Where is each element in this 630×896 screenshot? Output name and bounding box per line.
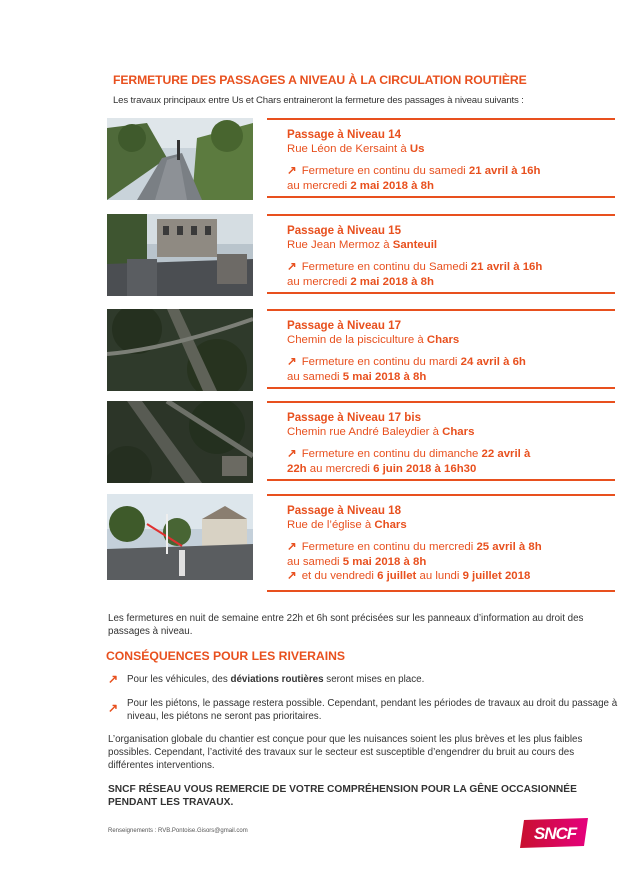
crossing-row-15 (107, 214, 615, 296)
page-title: FERMETURE DES PASSAGES A NIVEAU À LA CIRCULATION ROUTIÈRE (113, 73, 527, 87)
arrow-icon: ↗ (287, 165, 297, 177)
night-closure-note: Les fermetures en nuit de semaine entre 22h et 6h sont précisées sur les panneaux d’information au droit des passages à niveau. (108, 613, 584, 637)
crossing-title: Passage à Niveau 17 bis (287, 411, 422, 424)
crossing-card (267, 309, 615, 389)
closure-period: ↗ Fermeture en continu du Samedi 21 avril à 16h au mercredi 2 mai 2018 à 8h (287, 261, 543, 288)
closure-period: ↗ Fermeture en continu du mardi 24 avril à 6h au samedi 5 mai 2018 à 8h (287, 356, 526, 383)
crossing-street: Chemin rue André Baleydier à Chars (287, 426, 475, 438)
pedestrians-bullet: ↗ Pour les piétons, le passage restera possible. Cependant, pendant les périodes de travaux au droit du passage à niveau, les piétons ne seront pas prioritaires. (108, 698, 618, 722)
crossing-title: Passage à Niveau 17 (287, 319, 402, 332)
arrow-icon: ↗ (287, 356, 297, 368)
crossing-card (267, 494, 615, 592)
arrow-icon: ↗ (287, 448, 297, 460)
crossing-photo (107, 401, 253, 483)
consequences-title: CONSÉQUENCES POUR LES RIVERAINS (106, 649, 346, 663)
crossing-card (267, 214, 615, 294)
crossing-street: Chemin de la pisciculture à Chars (287, 334, 460, 346)
crossing-card (267, 118, 615, 198)
crossing-row-17 (107, 309, 615, 391)
closure-period: ↗ Fermeture en continu du samedi 21 avril à 16h au mercredi 2 mai 2018 à 8h (287, 165, 541, 192)
vehicles-bullet: ↗ Pour les véhicules, des déviations routières seront mises en place. (108, 672, 425, 686)
closure-period: ↗ Fermeture en continu du dimanche 22 avril à 22h au mercredi 6 juin 2018 à 16h30 (287, 448, 531, 475)
crossing-photo (107, 118, 253, 200)
svg-text:SNCF: SNCF (533, 824, 577, 843)
crossing-street: Rue Léon de Kersaint à Us (287, 143, 425, 155)
contact-info: Renseignements : RVB.Pontoise.Gisors@gmail.com (108, 828, 248, 834)
crossing-photo (107, 214, 253, 296)
arrow-icon: ↗ (287, 541, 297, 553)
closure-period: ↗ Fermeture en continu du mercredi 25 avril à 8h au samedi 5 mai 2018 à 8h ↗ et du vendredi 6 juillet au lundi 9 juillet 2018 (287, 541, 542, 582)
crossing-row-14 (107, 118, 615, 200)
organisation-text: L’organisation globale du chantier est conçue pour que les nuisances soient les plus brèves et les plus faibles possibles. Cependant, l’activité des travaux sur le secteur est susceptible d’engendrer du bruit au cours des différentes interventions. (108, 734, 583, 771)
crossing-photo (107, 309, 253, 391)
arrow-icon: ↗ (287, 570, 297, 582)
crossing-title: Passage à Niveau 15 (287, 224, 402, 237)
crossing-street: Rue Jean Mermoz à Santeuil (287, 239, 438, 251)
arrow-icon: ↗ (108, 701, 119, 715)
crossing-title: Passage à Niveau 14 (287, 128, 402, 141)
crossing-street: Rue de l’église à Chars (287, 519, 407, 531)
crossing-card (267, 401, 615, 481)
thanks-text: SNCF RÉSEAU VOUS REMERCIE DE VOTRE COMPRÉHENSION POUR LA GÊNE OCCASIONNÉE PENDANT LES TRAVAUX. (108, 784, 577, 808)
crossing-title: Passage à Niveau 18 (287, 504, 402, 517)
sncf-logo (520, 814, 592, 850)
arrow-icon: ↗ (287, 261, 297, 273)
crossing-row-17-bis (107, 401, 615, 483)
arrow-icon: ↗ (108, 672, 119, 686)
intro-text: Les travaux principaux entre Us et Chars entraineront la fermeture des passages à niveau suivants : (113, 95, 524, 106)
crossing-photo (107, 494, 253, 580)
crossing-row-18 (107, 494, 615, 594)
